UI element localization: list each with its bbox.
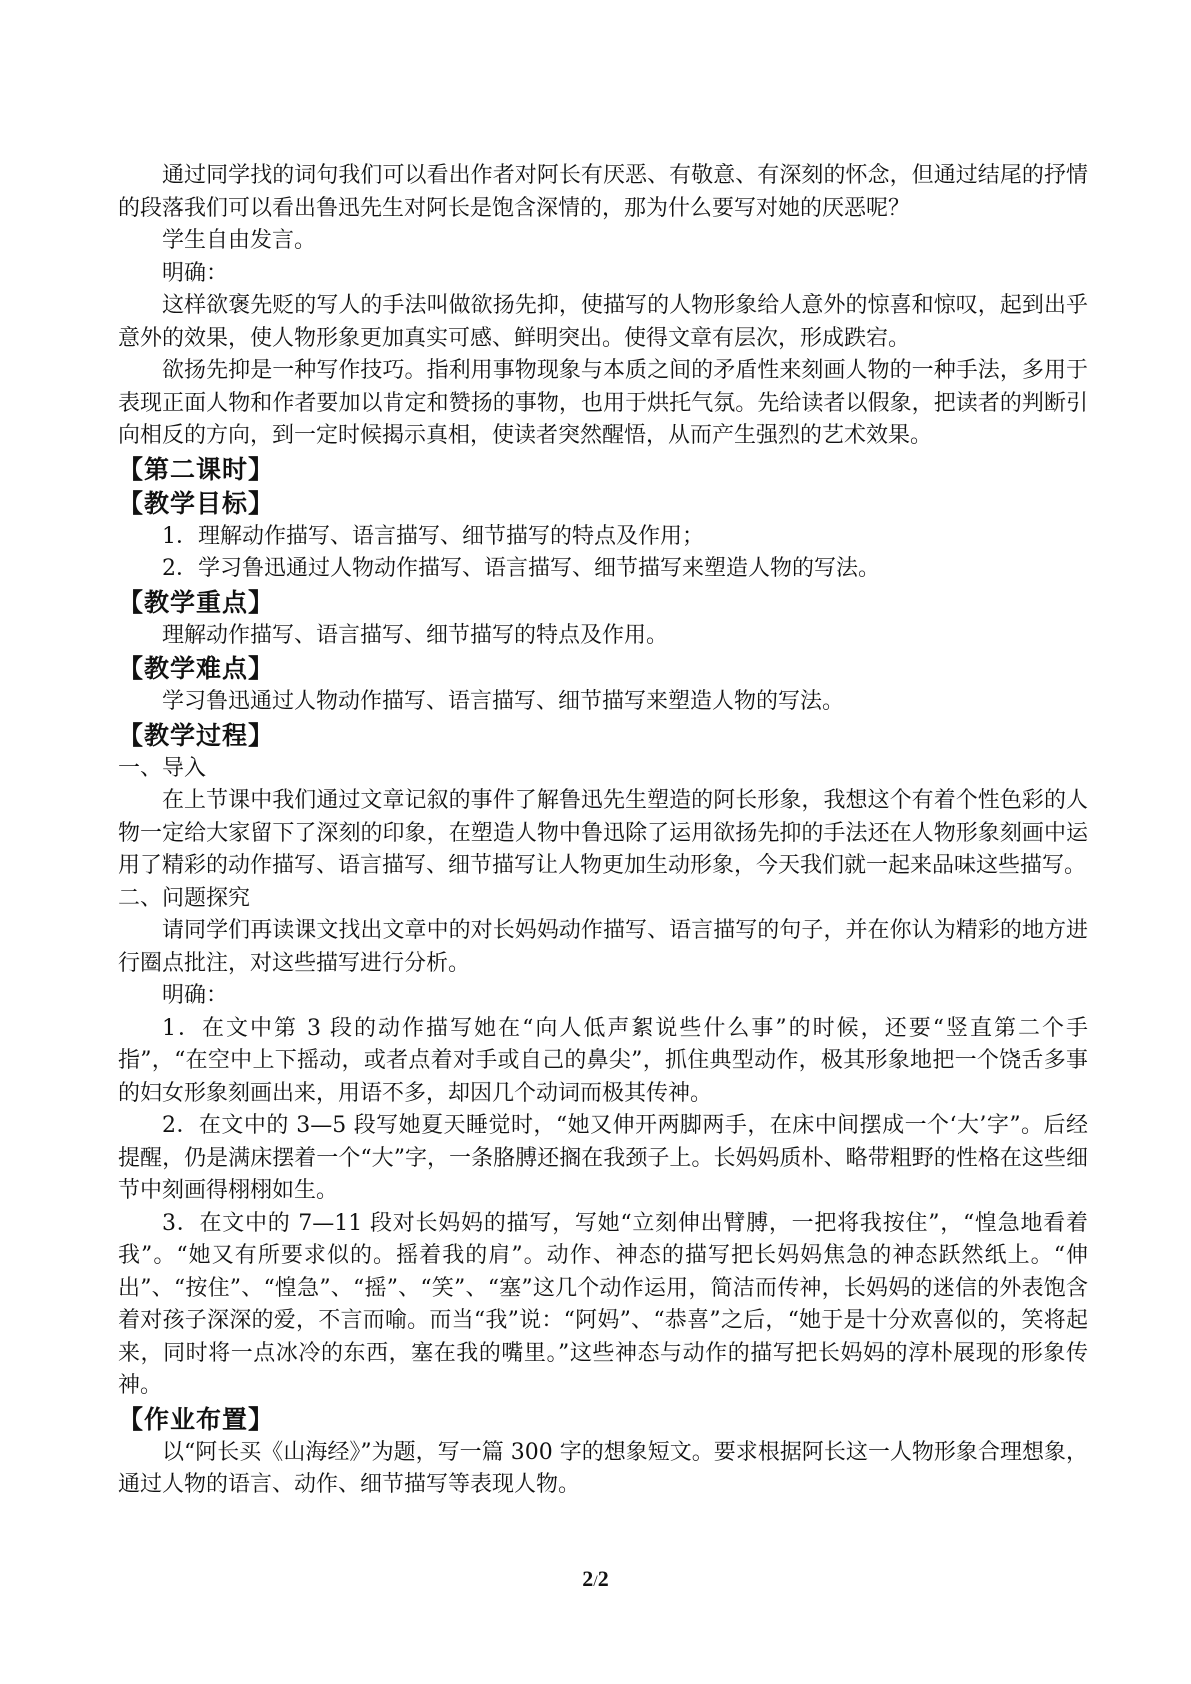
analysis-item: 2．在文中的 3—5 段写她夏天睡觉时，“她又伸开两脚两手，在床中间摆成一个‘大’字”。后经提醒，仍是满床摆着一个“大”字，一条胳膊还搁在我颈子上。长妈妈质朴、略带粗野的性格在这些细节中刻画得栩栩如生。: [118, 1113, 1088, 1203]
section-heading: 【作业布置】: [118, 1404, 275, 1434]
paragraph: 在上节课中我们通过文章记叙的事件了解鲁迅先生塑造的阿长形象，我想这个有着个性色彩的人物一定给大家留下了深刻的印象，在塑造人物中鲁迅除了运用欲扬先抑的手法还在人物形象刻画中运用了精彩的动作描写、语言描写、细节描写让人物更加生动形象，今天我们就一起来品味这些描写。: [118, 788, 1088, 878]
page-current: 2: [582, 1566, 594, 1591]
page-separator: /: [593, 1573, 598, 1590]
paragraph: 以“阿长买《山海经》”为题，写一篇 300 字的想象短文。要求根据阿长这一人物形象合理想象，通过人物的语言、动作、细节描写等表现人物。: [118, 1439, 1088, 1497]
paragraph: 明确：: [162, 983, 229, 1008]
goal-item: 2．学习鲁迅通过人物动作描写、语言描写、细节描写来塑造人物的写法。: [162, 556, 880, 581]
paragraph: 欲扬先抑是一种写作技巧。指利用事物现象与本质之间的矛盾性来刻画人物的一种手法，多用于表现正面人物和作者要加以肯定和赞扬的事物，也用于烘托气氛。先给读者以假象，把读者的判断引向相反的方向，到一定时候揭示真相，使读者突然醒悟，从而产生强烈的艺术效果。: [118, 358, 1088, 448]
paragraph: 学习鲁迅通过人物动作描写、语言描写、细节描写来塑造人物的写法。: [162, 689, 845, 714]
section-heading: 【第二课时】: [118, 454, 275, 484]
subsection-title: 二、问题探究: [118, 885, 251, 911]
section-heading: 【教学难点】: [118, 654, 275, 683]
section-heading: 【教学目标】: [118, 488, 275, 518]
page-number: [0, 1566, 1191, 1592]
paragraph: 这样欲褒先贬的写人的手法叫做欲扬先抑，使描写的人物形象给人意外的惊喜和惊叹，起到出乎意外的效果，使人物形象更加真实可感、鲜明突出。使得文章有层次，形成跌宕。: [118, 293, 1088, 351]
section-heading: 【教学过程】: [118, 720, 275, 750]
document-page: [118, 160, 1088, 1502]
paragraph: 理解动作描写、语言描写、细节描写的特点及作用。: [162, 622, 669, 648]
paragraph: 明确：: [162, 260, 229, 286]
page-total: 2: [597, 1566, 609, 1591]
analysis-item: 1．在文中第 3 段的动作描写她在“向人低声絮说些什么事”的时候，还要“竖直第二个手指”，“在空中上下摇动，或者点着对手或自己的鼻尖”，抓住典型动作，极其形象地把一个饶舌多事的妇女形象刻画出来，用语不多，却因几个动词而极其传神。: [118, 1015, 1088, 1106]
section-heading: 【教学重点】: [118, 587, 275, 617]
paragraph: 学生自由发言。: [162, 228, 317, 253]
goal-item: 1．理解动作描写、语言描写、细节描写的特点及作用；: [162, 523, 704, 549]
subsection-title: 一、导入: [118, 755, 207, 781]
analysis-item: 3．在文中的 7—11 段对长妈妈的描写，写她“立刻伸出臂膊，一把将我按住”，“惶急地看着我”。“她又有所要求似的。摇着我的肩”。动作、神态的描写把长妈妈焦急的神态跃然纸上。“伸出”、“按住”、“惶急”、“摇”、“笑”、“塞”这几个动作运用，简洁而传神，长妈妈的迷信的外表饱含着对孩子深深的爱，不言而喻。而当“我”说：“阿妈”、“恭喜”之后，“她于是十分欢喜似的，笑将起来，同时将一点冰冷的东西，塞在我的嘴里。”这些神态与动作的描写把长妈妈的淳朴展现的形象传神。: [118, 1210, 1088, 1398]
paragraph: 通过同学找的词句我们可以看出作者对阿长有厌恶、有敬意、有深刻的怀念，但通过结尾的抒情的段落我们可以看出鲁迅先生对阿长是饱含深情的，那为什么要写对她的厌恶呢？: [118, 163, 1088, 221]
paragraph: 请同学们再读课文找出文章中的对长妈妈动作描写、语言描写的句子，并在你认为精彩的地方进行圈点批注，对这些描写进行分析。: [118, 918, 1088, 976]
